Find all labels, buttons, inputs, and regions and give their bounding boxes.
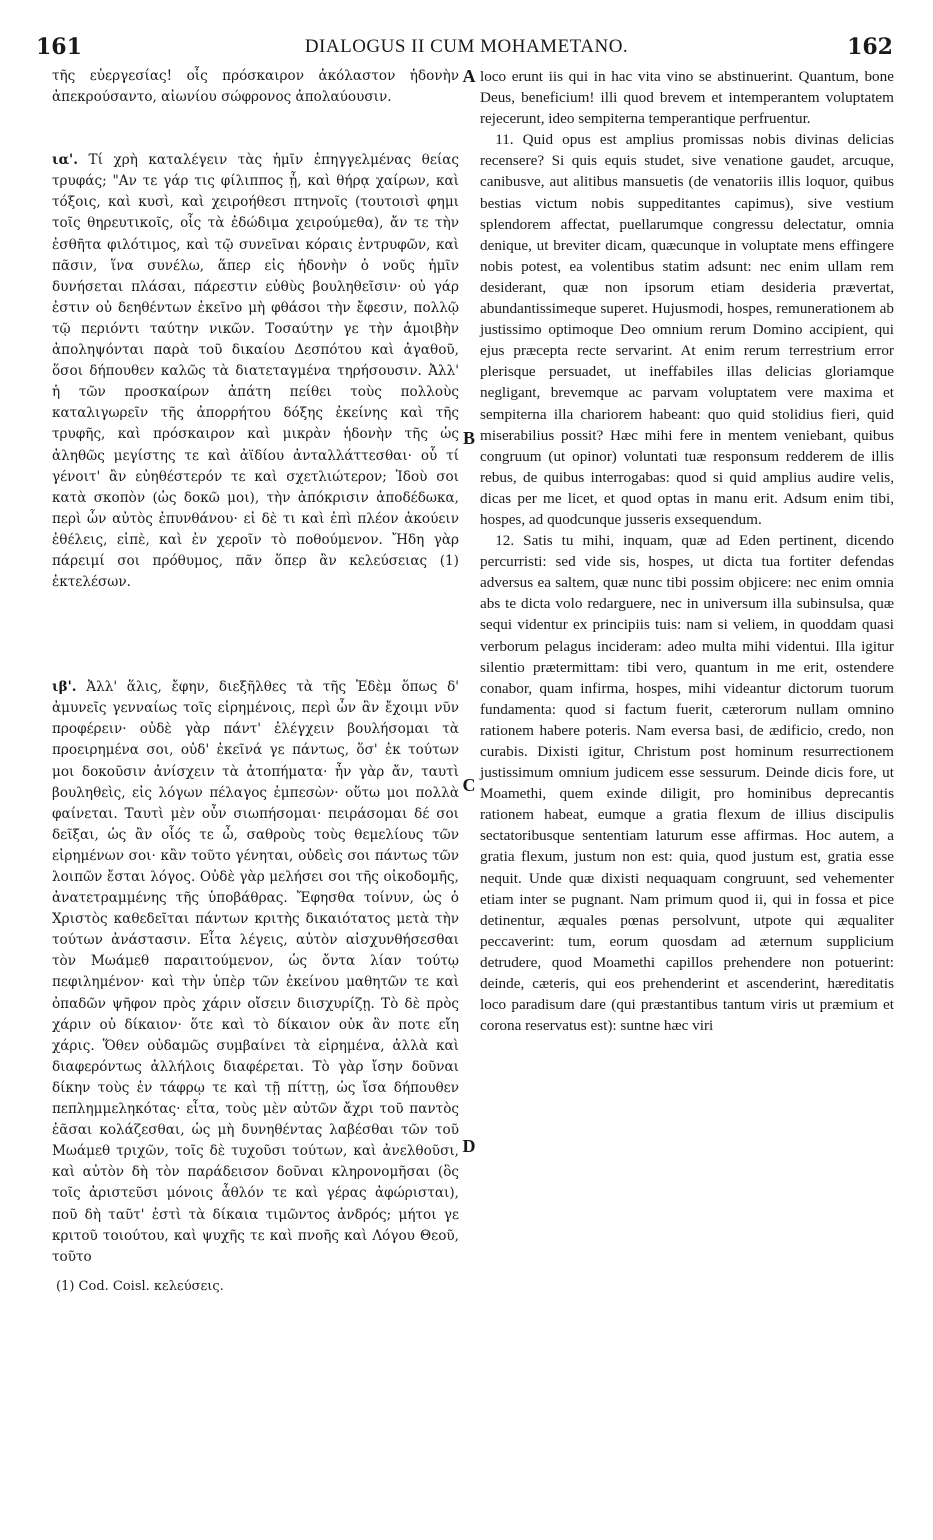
latin-paragraph-12 bbox=[480, 530, 894, 1036]
footnote: (1) Cod. Coisl. κελεύσεις. bbox=[56, 1278, 224, 1294]
latin-column bbox=[480, 66, 894, 1036]
latin-paragraph-11 bbox=[480, 129, 894, 530]
greek-column bbox=[52, 66, 459, 1297]
latin-paragraph-1: loco erunt iis qui in hac vita vino se abstinuerint. Quantum, bone Deus, beneficium! illi quod brevem et intemperantem voluptatem rejecerunt, ideo sempiterna temperantique perfruentur. bbox=[480, 68, 894, 128]
greek-paragraph-12 bbox=[52, 677, 459, 1268]
page-header bbox=[0, 34, 933, 66]
greek-section-number: ιβ'. bbox=[52, 679, 77, 696]
greek-section-number: ια'. bbox=[52, 152, 78, 169]
page-number-left: 161 bbox=[36, 34, 82, 60]
greek-paragraph-12-text: Ἀλλ' ἅλις, ἔφην, διεξῆλθες τὰ τῆς Ἐδὲμ ὅπως δ' ἀμυνεῖς γενναίως τοῖς εἰρημένοις, περὶ ὧν ἂν ἔχοιμι νῦν προφέρειν· οὐδὲ γὰρ πάντ' ἐλέγχειν βουλήσομαι τὰ προειρημένα σοι, οὐδ' ἐκεῖνά γε πάντως, ὅσ' ἐκ τούτων μοι δοκοῦσιν ἀνίσχειν τὰ ἀτοπήματα· ἦν γὰρ ἄν, ταυτὶ βουληθεὶς, εἰς λόγων πέλαγος ἐμπεσὼν· οὕτω μοι πολλὰ φαίνεται. Ταυτὶ μὲν οὖν σιωπήσομαι· πειράσομαι δέ σοι δεῖξαι, ὡς ἂν οἷός τε ὦ, σαθροὺς τοὺς θεμελίους τῶν εἰρημένων σοι· κἂν τοῦτο γένηται, οὐδεὶς σοι πάντως τῶν λοιπῶν ἔσται λόγος. Οὐδὲ γὰρ μελήσει σοι τῆς οἰκοδομῆς, ἀνατετραμμένης τῆς ὑποβάθρας. Ἔφησθα τοίνυν, ὡς ὁ Χριστὸς καθεδεῖται πάντων κριτὴς δικαιότατος μετὰ τὴν τούτων ἀνάστασιν. Εἶτα λέγεις, αὐτὸν αἰσχυνθήσεσθαι τὸν Μωάμεθ παραιτούμενον, ὡς ὄντα λίαν τούτῳ πεφιλημένον· καὶ τὴν ὑπὲρ τῶν ἐκείνου μαθητῶν τε καὶ ὀπαδῶν ψῆφον πρὸς χάριν οἴσειν διισχυρίζῃ. Τὸ δὲ πρὸς χάριν οὐ δίκαιον· ὅτε καὶ τὸ δίκαιον οὐκ ἂν ποτε εἴη χάρις. Ὅθεν οὐδαμῶς συμβαίνει τὰ εἰρημένα, ἀλλὰ καὶ διαφερόντως ἀλλήλοις διαφέρεται. Τὸ γὰρ ἴσην δοῦναι δίκην τοὺς ἐν τάφρῳ τε καὶ τῇ πίττῃ, ὡς ἴσα δήπουθεν πεπλημμεληκότας· εἶτα, τοὺς μὲν αὐτῶν ἄχρι τοῦ παντὸς ἐᾶσαι κολάζεσθαι, ὡς μὴ δυνηθέντας λαβέσθαι τῶν τοῦ Μωάμεθ τριχῶν, τοῖς δὲ τυχοῦσι τούτων, καὶ ἀνελθοῦσι, καὶ αὐτὸν δὴ τὸν παράδεισον δοῦναι κληρονομῆσαι (ὃς τοῖς ἀριστεῦσι μόνοις ἆθλόν τε καὶ γέρας ἀφώρισται), ποῦ δὴ ταῦτ' ἐστὶ τὰ δίκαια τιμῶντος ἀνδρός; μήτοι γε κριτοῦ τοιούτου, καὶ ψυχῆς τε καὶ πνοῆς καὶ Λόγου Θεοῦ, τοῦτο bbox=[52, 679, 459, 1265]
greek-paragraph-11 bbox=[52, 150, 459, 593]
latin-paragraph-12-text: Satis tu mihi, inquam, quæ ad Eden pertinent, dicendo percurristi: sed vide sis, hospes, ut dicta tua fortiter defendas adversus ea saltem, quæ nunc tibi possim objicere: nec enim omnia abs te dicta volo redarguere, nec in universum illa subinsulsa, quæ sequi videntur ex principiis tuis: nam si veliem, in quoddam quasi verborum pelagus incideram: adeo multa mihi videntui. Illa igitur silentio prætermittam: tibi vero, quantum in me erit, ostendere conabor, quam infirma, hospes, mihi videantur dictorum tuorum fundamenta: quod si factum fuerit, cæterorum nullam omnino rationem habere poteris. Nam eversa basi, de ædificio, credo, non curabis. Dixisti igitur, Christum post hominum resurrectionem justissimum omnium judicem esse sessurum. Deinde dicis fore, ut Moamethi, quem exinde diligit, pro hominibus deprecantis rationem habeat, eumque a gratia flexum de illius discipulis sectatoribusque sententiam laturum esse affirmas. Hoc autem, a gratia flexum, justum non est: quia, quod justum est, gratia esse nequit. Unde quæ dixisti nequaquam congruunt, sed vehementer etiam inter se pugnant. Nam primum quod ii, qui in fossa et pice detinentur, æquales pœnas persolvunt, utpote qui æqualiter peccaverint: tum, eorum quosdam ad æternum supplicium detrudere, quod Moamethi capillos prehendere non potuerint: deinde, cæteris, qui eos prehenderint et ascenderint, hæreditatis loco paradisum dare (qui præstantibus tantum viris ut præmium et corona reservatus est): suntne hæc viri bbox=[480, 532, 895, 1035]
margin-marker-d: D bbox=[462, 1136, 476, 1156]
latin-section-number: 12. bbox=[495, 532, 515, 550]
page-number-right: 162 bbox=[847, 34, 893, 60]
latin-section-number: 11. bbox=[495, 131, 514, 149]
latin-paragraph-11-text: Quid opus est amplius promissas nobis divinas delicias recensere? Si quis equis studet, sive venatione gaudet, arcuque, canibusve, aut alitibus mansuetis (de venatoriis illis loquor, quibus bestias victum nobis suppeditantes capimus), sive vestium splendorem affectat, puellarumque congressu delectatur, omnia denique, ut breviter dicam, quæcunque in voluptate mens effingere nobis potest, ea volentibus statim adsunt: nec enim ullam rem desiderant, quæ non ipsorum etiam desideria prævertat, abundantissimeque superet. Hujusmodi, hospes, remunerationem ab justissimo optimoque Deo omnium rerum Domino accipient, qui ejus præcepta recte servarint. At enim rerum terrestrium error plerisque persuadet, ut ineffabiles illas delicias gloriamque negligant, brevemque ac parvam voluptatem vere maxima et sempiterna illa chariorem habeant: quo quid stolidius fieri, quid miserabilius possit? Hæc mihi fere in mentem veniebant, quibus congruum (ut opinor) voluntati tuæ responsum redderem de illis rebus, de quibus interrogabas: quod si quid amplius audire velis, dicas per me licet, et quod optas in manu erit. Adsum enim tibi, hospes, ad quodcunque jusseris exsequendum. bbox=[480, 131, 895, 528]
margin-marker-a: A bbox=[462, 66, 476, 86]
running-title: DIALOGUS II CUM MOHAMETANO. bbox=[304, 36, 629, 57]
margin-marker-b: B bbox=[462, 428, 475, 448]
greek-paragraph-11-text: Τί χρὴ καταλέγειν τὰς ἡμῖν ἐπηγγελμένας θείας τρυφάς; "Αν τε γάρ τις φίλιππος ᾖ, καὶ θήρᾳ χαίρων, καὶ τόξοις, καὶ κυσὶ, καὶ χειροήθεσι πτηνοῖς (τουτοισὶ φημι τοῖς θηρευτικοῖς, οἷς τὰ ἐδώδιμα χειρούμεθα), ἄν τε τὴν ἐσθῆτα φιλότιμος, καὶ τῷ συνεῖναι κόραις ἐντρυφῶν, καὶ πᾶσιν, ἵνα συνέλω, ἅπερ εἰς ἡδονὴν ὁ νοῦς ἡμῖν δυνήσεται πλάσαι, πάρεστιν εὐθὺς βουληθεῖσιν· οὐ γάρ ἐστιν οὐ δεηθέντων ἐκεῖνο μὴ φθάσοι τὴν ἔφεσιν, πολλῷ τῷ περιόντι ταύτην νικῶν. Τοσαύτην γε τὴν ἀμοιβὴν ἀποληψόνται παρὰ τοῦ δικαίου Δεσπότου καὶ ἀγαθοῦ, ὅσοι δήπουθεν καλῶς τὰ διατεταγμένα τηρήσουσιν. Ἀλλ' ἡ τῶν προσκαίρων ἀπάτη πείθει τοὺς πολλοὺς καταλιγωρεῖν τῆς ἀπορρήτου δόξης ἐκείνης καὶ τῆς τρυφῆς, καὶ πρόσκαιρον καὶ μικρὰν ἡδονὴν τῆς ὡς ἀληθῶς μεγίστης τε καὶ ἀϊδίου ἀνταλλάττεσθαι· οὗ τί γένοιτ' ἂν εὐηθέστερόν τε καὶ σχετλιώτερον; Ἰδοὺ σοι κατὰ σκοπὸν (ὡς δοκῶ μοι), τὴν ἀπόκρισιν ἀποδέδωκα, περὶ ὧν αὐτὸς ἐπυνθάνου· εἰ δὲ τι καὶ ἐπὶ πλέον ἀκούειν ἐθέλεις, εἰπὲ, καὶ ἐν χεροῖν τὸ ποθούμενον. Ἤδη γὰρ πάρειμί σοι πρόθυμος, πᾶν ὅπερ ἂν κελεύσειας (1) ἐκτελέσων. bbox=[52, 152, 459, 591]
margin-marker-c: C bbox=[462, 775, 476, 795]
greek-paragraph-1: τῆς εὐεργεσίας! οἷς πρόσκαιρον ἀκόλαστον ἡδονὴν ἀπεκρούσαντο, αἰωνίου σώφρονος ἀπολαύουσιν. bbox=[52, 68, 459, 106]
